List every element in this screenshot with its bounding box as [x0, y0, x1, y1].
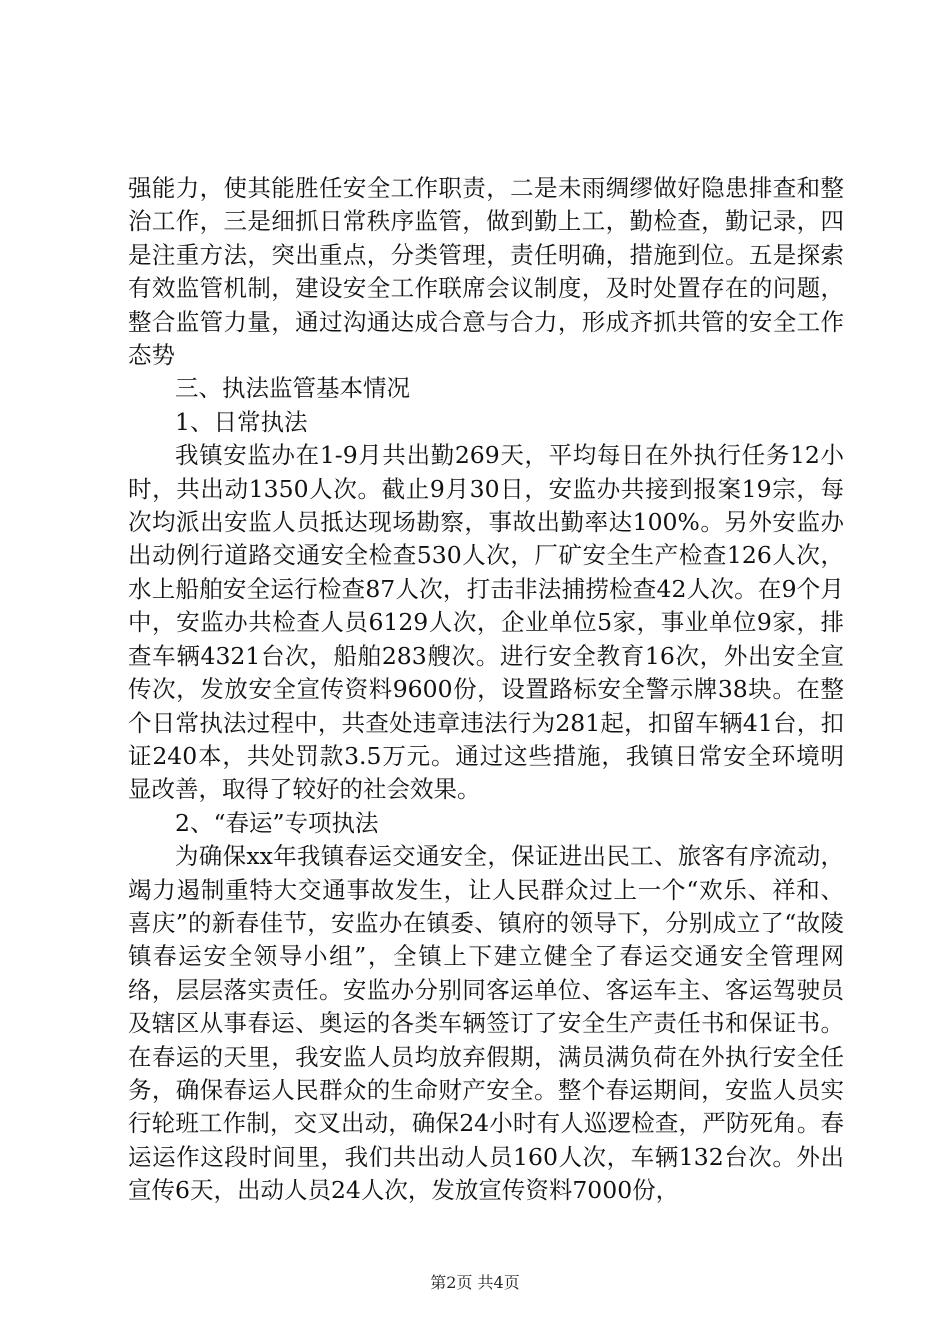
paragraph-continuation: 强能力，使其能胜任安全工作职责，二是未雨绸缪做好隐患排查和整治工作，三是细抓日常秩序监管，做到勤上工，勤检查，勤记录，四是注重方法，突出重点，分类管理，责任明确，措施到位。五是探索有效监管机制，建设安全工作联席会议制度，及时处置存在的问题，整合监管力量，通过沟通达成合意与合力，形成齐抓共管的安全工作态势: [128, 174, 844, 370]
page-footer: 第2页 共4页: [430, 1273, 520, 1292]
subsection-heading-daily-enforcement: 1、日常执法: [175, 407, 308, 436]
subsection-heading-spring-festival: 2、“春运”专项执法: [175, 808, 379, 837]
document-body: [128, 172, 844, 1208]
paragraph-spring-festival: 为确保xx年我镇春运交通安全，保证进出民工、旅客有序流动，竭力遏制重特大交通事故发生，让人民群众过上一个“欢乐、祥和、喜庆”的新春佳节，安监办在镇委、镇府的领导下，分别成立了“故陵镇春运安全领导小组”，全镇上下建立健全了春运交通安全管理网络，层层落实责任。安监办分别同客运单位、客运车主、客运驾驶员及辖区从事春运、奥运的各类车辆签订了安全生产责任书和保证书。在春运的天里，我安监人员均放弃假期，满员满负荷在外执行安全任务，确保春运人民群众的生命财产安全。整个春运期间，安监人员实行轮班工作制，交叉出动，确保24小时有人巡逻检查，严防死角。春运运作这段时间里，我们共出动人员160人次，车辆132台次。外出宣传6天，出动人员24人次，发放宣传资料7000份，: [128, 842, 844, 1205]
section-heading: 三、执法监管基本情况: [175, 374, 410, 403]
paragraph-daily-enforcement: 我镇安监办在1-9月共出勤269天，平均每日在外执行任务12小时，共出动1350人次。截止9月30日，安监办共接到报案19宗，每次均派出安监人员抵达现场勘察，事故出勤率达100%。另外安监办出动例行道路交通安全检查530人次，厂矿安全生产检查126人次，水上船舶安全运行检查87人次，打击非法捕捞检查42人次。在9个月中，安监办共检查人员6129人次，企业单位5家，事业单位9家，排查车辆4321台次，船舶283艘次。进行安全教育16次，外出安全宣传次，发放安全宣传资料9600份，设置路标安全警示牌38块。在整个日常执法过程中，共查处违章违法行为281起，扣留车辆41台，扣证240本，共处罚款3.5万元。通过这些措施，我镇日常安全环境明显改善，取得了较好的社会效果。: [128, 441, 844, 804]
